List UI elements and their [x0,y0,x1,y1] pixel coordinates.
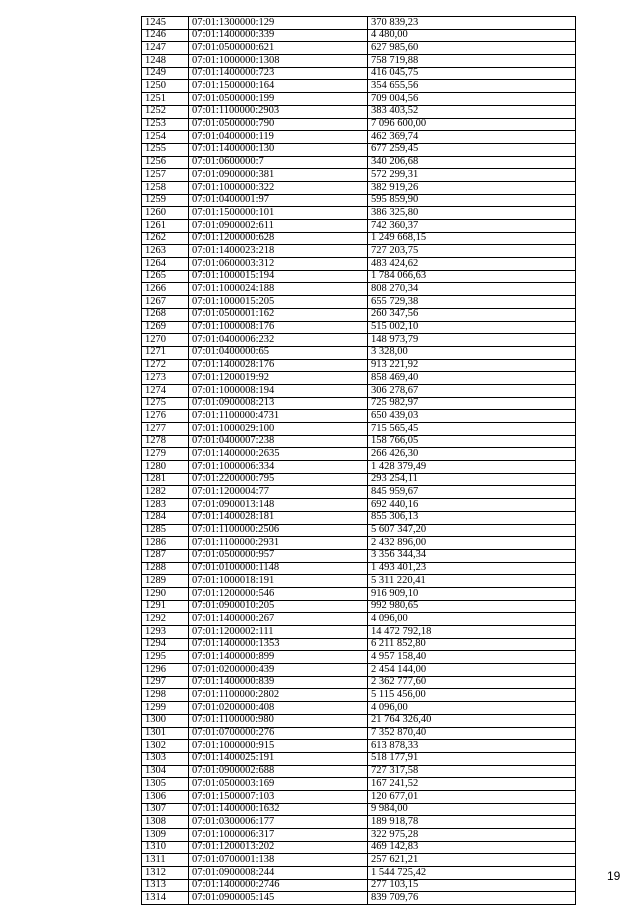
row-number-cell: 1252 [142,105,189,118]
cadastral-number-cell: 07:01:0500000:621 [189,42,368,55]
cadastral-value-cell: 120 677,01 [368,790,576,803]
cadastral-value-cell: 257 621,21 [368,854,576,867]
cadastral-value-cell: 6 211 852,80 [368,638,576,651]
table-row [142,676,576,689]
row-number-cell: 1262 [142,232,189,245]
row-number-cell: 1249 [142,67,189,80]
table-row [142,156,576,169]
row-number-cell: 1260 [142,207,189,220]
cadastral-number-cell: 07:01:0900008:213 [189,397,368,410]
table-row [142,816,576,829]
table-row [142,270,576,283]
table-row [142,207,576,220]
row-number-cell: 1281 [142,473,189,486]
cadastral-number-cell: 07:01:1000024:188 [189,283,368,296]
row-number-cell: 1259 [142,194,189,207]
table-row [142,397,576,410]
row-number-cell: 1296 [142,664,189,677]
cadastral-number-cell: 07:01:1000000:1308 [189,55,368,68]
row-number-cell: 1294 [142,638,189,651]
row-number-cell: 1301 [142,727,189,740]
cadastral-number-cell: 07:01:1400000:839 [189,676,368,689]
table-row [142,613,576,626]
cadastral-number-cell: 07:01:1400023:218 [189,245,368,258]
table-row [142,714,576,727]
row-number-cell: 1272 [142,359,189,372]
cadastral-number-cell: 07:01:1000000:322 [189,181,368,194]
cadastral-value-cell: 572 299,31 [368,169,576,182]
cadastral-number-cell: 07:01:1000008:194 [189,384,368,397]
cadastral-value-cell: 5 607 347,20 [368,524,576,537]
table-row [142,181,576,194]
row-number-cell: 1312 [142,867,189,880]
table-row [142,232,576,245]
table-row [142,80,576,93]
cadastral-value-cell: 725 982,97 [368,397,576,410]
cadastral-value-cell: 148 973,79 [368,334,576,347]
table-row [142,651,576,664]
row-number-cell: 1302 [142,740,189,753]
cadastral-value-cell: 469 142,83 [368,841,576,854]
table-row [142,587,576,600]
cadastral-number-cell: 07:01:1400028:181 [189,511,368,524]
cadastral-number-cell: 07:01:1100000:2506 [189,524,368,537]
table-row [142,410,576,423]
cadastral-value-cell: 14 472 792,18 [368,626,576,639]
row-number-cell: 1258 [142,181,189,194]
table-row [142,245,576,258]
cadastral-number-cell: 07:01:0700001:138 [189,854,368,867]
cadastral-number-cell: 07:01:0900008:244 [189,867,368,880]
table-row [142,346,576,359]
row-number-cell: 1277 [142,423,189,436]
row-number-cell: 1264 [142,258,189,271]
row-number-cell: 1265 [142,270,189,283]
cadastral-value-cell: 858 469,40 [368,372,576,385]
table-row [142,600,576,613]
table-body [142,17,576,905]
table-row [142,169,576,182]
cadastral-number-cell: 07:01:1400000:339 [189,29,368,42]
cadastral-number-cell: 07:01:1500007:103 [189,790,368,803]
row-number-cell: 1254 [142,131,189,144]
cadastral-number-cell: 07:01:0500000:957 [189,549,368,562]
cadastral-value-cell: 416 045,75 [368,67,576,80]
row-number-cell: 1257 [142,169,189,182]
table-row [142,549,576,562]
cadastral-value-cell: 9 984,00 [368,803,576,816]
cadastral-number-cell: 07:01:1400000:2635 [189,448,368,461]
row-number-cell: 1283 [142,499,189,512]
cadastral-number-cell: 07:01:1400000:723 [189,67,368,80]
cadastral-number-cell: 07:01:0900000:381 [189,169,368,182]
row-number-cell: 1271 [142,346,189,359]
row-number-cell: 1291 [142,600,189,613]
cadastral-number-cell: 07:01:1400028:176 [189,359,368,372]
cadastral-number-cell: 07:01:1200002:111 [189,626,368,639]
row-number-cell: 1290 [142,587,189,600]
table-row [142,740,576,753]
cadastral-value-cell: 1 544 725,42 [368,867,576,880]
cadastral-number-cell: 07:01:1200000:546 [189,587,368,600]
row-number-cell: 1266 [142,283,189,296]
cadastral-value-cell: 655 729,38 [368,296,576,309]
row-number-cell: 1313 [142,879,189,892]
cadastral-value-cell: 306 278,67 [368,384,576,397]
row-number-cell: 1307 [142,803,189,816]
row-number-cell: 1270 [142,334,189,347]
cadastral-number-cell: 07:01:0500000:199 [189,93,368,106]
cadastral-value-cell: 650 439,03 [368,410,576,423]
table-row [142,473,576,486]
cadastral-value-cell: 322 975,28 [368,829,576,842]
table-row [142,17,576,30]
cadastral-value-cell: 5 311 220,41 [368,575,576,588]
row-number-cell: 1245 [142,17,189,30]
cadastral-number-cell: 07:01:0400000:119 [189,131,368,144]
cadastral-value-cell: 595 859,90 [368,194,576,207]
cadastral-value-cell: 483 424,62 [368,258,576,271]
cadastral-number-cell: 07:01:1000015:205 [189,296,368,309]
cadastral-number-cell: 07:01:1500000:101 [189,207,368,220]
table-row [142,258,576,271]
row-number-cell: 1275 [142,397,189,410]
cadastral-value-cell: 1 493 401,23 [368,562,576,575]
cadastral-number-cell: 07:01:0900002:688 [189,765,368,778]
cadastral-value-cell: 382 919,26 [368,181,576,194]
table-row [142,296,576,309]
cadastral-number-cell: 07:01:1400000:899 [189,651,368,664]
row-number-cell: 1269 [142,321,189,334]
row-number-cell: 1276 [142,410,189,423]
table-row [142,841,576,854]
table-row [142,562,576,575]
cadastral-number-cell: 07:01:1000018:191 [189,575,368,588]
table-row [142,105,576,118]
cadastral-number-cell: 07:01:2200000:795 [189,473,368,486]
cadastral-number-cell: 07:01:0400006:232 [189,334,368,347]
table-row [142,727,576,740]
cadastral-number-cell: 07:01:1200019:92 [189,372,368,385]
table-row [142,131,576,144]
cadastral-value-cell: 845 959,67 [368,486,576,499]
row-number-cell: 1314 [142,892,189,905]
row-number-cell: 1298 [142,689,189,702]
row-number-cell: 1263 [142,245,189,258]
row-number-cell: 1274 [142,384,189,397]
row-number-cell: 1311 [142,854,189,867]
cadastral-value-cell: 742 360,37 [368,220,576,233]
table-row [142,67,576,80]
cadastral-number-cell: 07:01:0400007:238 [189,435,368,448]
cadastral-value-cell: 2 432 896,00 [368,537,576,550]
table-row [142,384,576,397]
table-row [142,879,576,892]
cadastral-number-cell: 07:01:1400000:267 [189,613,368,626]
table-row [142,702,576,715]
row-number-cell: 1255 [142,143,189,156]
row-number-cell: 1309 [142,829,189,842]
cadastral-value-cell: 5 115 456,00 [368,689,576,702]
table-row [142,854,576,867]
table-row [142,220,576,233]
table-row [142,537,576,550]
row-number-cell: 1300 [142,714,189,727]
table-row [142,499,576,512]
table-row [142,803,576,816]
table-row [142,308,576,321]
cadastral-number-cell: 07:01:1500000:164 [189,80,368,93]
row-number-cell: 1299 [142,702,189,715]
cadastral-value-cell: 855 306,13 [368,511,576,524]
cadastral-value-cell: 167 241,52 [368,778,576,791]
row-number-cell: 1310 [142,841,189,854]
cadastral-number-cell: 07:01:0600003:312 [189,258,368,271]
row-number-cell: 1246 [142,29,189,42]
cadastral-value-cell: 916 909,10 [368,587,576,600]
cadastral-number-cell: 07:01:0900002:611 [189,220,368,233]
row-number-cell: 1292 [142,613,189,626]
cadastral-value-cell: 758 719,88 [368,55,576,68]
cadastral-number-cell: 07:01:1000000:915 [189,740,368,753]
cadastral-value-cell: 1 784 066,63 [368,270,576,283]
cadastral-number-cell: 07:01:0200000:439 [189,664,368,677]
cadastral-number-cell: 07:01:1100000:4731 [189,410,368,423]
cadastral-number-cell: 07:01:1400025:191 [189,752,368,765]
table-row [142,283,576,296]
cadastral-value-cell: 3 328,00 [368,346,576,359]
row-number-cell: 1289 [142,575,189,588]
row-number-cell: 1288 [142,562,189,575]
cadastral-number-cell: 07:01:1200013:202 [189,841,368,854]
row-number-cell: 1280 [142,461,189,474]
table-row [142,575,576,588]
cadastral-value-cell: 158 766,05 [368,435,576,448]
table-row [142,461,576,474]
row-number-cell: 1304 [142,765,189,778]
cadastral-value-cell: 3 356 344,34 [368,549,576,562]
row-number-cell: 1305 [142,778,189,791]
row-number-cell: 1268 [142,308,189,321]
table-row [142,765,576,778]
cadastral-number-cell: 07:01:0600000:7 [189,156,368,169]
row-number-cell: 1279 [142,448,189,461]
cadastral-number-cell: 07:01:1000029:100 [189,423,368,436]
row-number-cell: 1278 [142,435,189,448]
table-row [142,892,576,905]
cadastral-value-cell: 4 480,00 [368,29,576,42]
cadastral-value-cell: 7 352 870,40 [368,727,576,740]
table-row [142,93,576,106]
cadastral-number-cell: 07:01:0300006:177 [189,816,368,829]
row-number-cell: 1251 [142,93,189,106]
cadastral-value-cell: 692 440,16 [368,499,576,512]
cadastral-value-cell: 518 177,91 [368,752,576,765]
cadastral-number-cell: 07:01:0500001:162 [189,308,368,321]
cadastral-number-cell: 07:01:1100000:2931 [189,537,368,550]
table-row [142,55,576,68]
cadastral-value-cell: 7 096 600,00 [368,118,576,131]
cadastral-number-cell: 07:01:0900010:205 [189,600,368,613]
cadastral-number-cell: 07:01:1100000:2903 [189,105,368,118]
table-row [142,42,576,55]
cadastral-value-cell: 4 957 158,40 [368,651,576,664]
cadastral-number-cell: 07:01:1400000:130 [189,143,368,156]
cadastral-value-cell: 4 096,00 [368,613,576,626]
cadastral-number-cell: 07:01:0700000:276 [189,727,368,740]
cadastral-value-cell: 370 839,23 [368,17,576,30]
table-row [142,448,576,461]
cadastral-number-cell: 07:01:1000006:334 [189,461,368,474]
row-number-cell: 1256 [142,156,189,169]
row-number-cell: 1248 [142,55,189,68]
row-number-cell: 1253 [142,118,189,131]
table-row [142,790,576,803]
table-row [142,423,576,436]
cadastral-number-cell: 07:01:1400000:2746 [189,879,368,892]
row-number-cell: 1273 [142,372,189,385]
cadastral-value-cell: 515 002,10 [368,321,576,334]
cadastral-value-cell: 727 203,75 [368,245,576,258]
cadastral-value-cell: 677 259,45 [368,143,576,156]
cadastral-value-cell: 340 206,68 [368,156,576,169]
cadastral-value-cell: 4 096,00 [368,702,576,715]
row-number-cell: 1286 [142,537,189,550]
cadastral-number-cell: 07:01:0500000:790 [189,118,368,131]
cadastral-number-cell: 07:01:0400000:65 [189,346,368,359]
cadastral-value-cell: 613 878,33 [368,740,576,753]
table-row [142,334,576,347]
cadastral-number-cell: 07:01:1000006:317 [189,829,368,842]
cadastral-number-cell: 07:01:1400000:1353 [189,638,368,651]
table-row [142,638,576,651]
cadastral-number-cell: 07:01:1400000:1632 [189,803,368,816]
cadastral-number-cell: 07:01:1100000:980 [189,714,368,727]
table-row [142,664,576,677]
cadastral-value-cell: 2 454 144,00 [368,664,576,677]
cadastral-value-cell: 266 426,30 [368,448,576,461]
table-row [142,867,576,880]
row-number-cell: 1250 [142,80,189,93]
table-row [142,511,576,524]
table-row [142,626,576,639]
table-row [142,435,576,448]
row-number-cell: 1287 [142,549,189,562]
cadastral-value-cell: 839 709,76 [368,892,576,905]
row-number-cell: 1284 [142,511,189,524]
row-number-cell: 1282 [142,486,189,499]
cadastral-value-cell: 727 317,58 [368,765,576,778]
cadastral-number-cell: 07:01:0100000:1148 [189,562,368,575]
cadastral-value-cell: 992 980,65 [368,600,576,613]
table-row [142,143,576,156]
cadastral-value-cell: 1 428 379,49 [368,461,576,474]
cadastral-value-cell: 354 655,56 [368,80,576,93]
row-number-cell: 1247 [142,42,189,55]
cadastral-value-cell: 1 249 668,15 [368,232,576,245]
page-number: 19 [607,869,621,883]
cadastral-value-cell: 260 347,56 [368,308,576,321]
row-number-cell: 1303 [142,752,189,765]
row-number-cell: 1267 [142,296,189,309]
cadastral-value-cell: 462 369,74 [368,131,576,144]
cadastral-number-cell: 07:01:1100000:2802 [189,689,368,702]
cadastral-number-cell: 07:01:0500003:169 [189,778,368,791]
cadastral-value-cell: 293 254,11 [368,473,576,486]
row-number-cell: 1293 [142,626,189,639]
cadastral-number-cell: 07:01:1000015:194 [189,270,368,283]
cadastral-value-cell: 715 565,45 [368,423,576,436]
cadastral-value-cell: 21 764 326,40 [368,714,576,727]
cadastral-value-cell: 189 918,78 [368,816,576,829]
row-number-cell: 1295 [142,651,189,664]
table-row [142,194,576,207]
cadastral-value-cell: 277 103,15 [368,879,576,892]
cadastral-number-cell: 07:01:0900005:145 [189,892,368,905]
table-row [142,321,576,334]
cadastral-number-cell: 07:01:0900013:148 [189,499,368,512]
table-row [142,689,576,702]
table-row [142,778,576,791]
table-row [142,829,576,842]
row-number-cell: 1306 [142,790,189,803]
cadastral-value-table [141,16,576,905]
row-number-cell: 1297 [142,676,189,689]
cadastral-value-cell: 913 221,92 [368,359,576,372]
table-row [142,359,576,372]
row-number-cell: 1261 [142,220,189,233]
cadastral-number-cell: 07:01:0400001:97 [189,194,368,207]
cadastral-value-cell: 2 362 777,60 [368,676,576,689]
cadastral-value-cell: 709 004,56 [368,93,576,106]
table-row [142,486,576,499]
table-row [142,118,576,131]
cadastral-number-cell: 07:01:1300000:129 [189,17,368,30]
cadastral-value-cell: 808 270,34 [368,283,576,296]
table-row [142,372,576,385]
table-row [142,524,576,537]
cadastral-value-cell: 386 325,80 [368,207,576,220]
table-row [142,29,576,42]
cadastral-value-cell: 383 403,52 [368,105,576,118]
cadastral-number-cell: 07:01:1200004:77 [189,486,368,499]
cadastral-number-cell: 07:01:1000008:176 [189,321,368,334]
row-number-cell: 1285 [142,524,189,537]
cadastral-number-cell: 07:01:0200000:408 [189,702,368,715]
cadastral-number-cell: 07:01:1200000:628 [189,232,368,245]
table-row [142,752,576,765]
row-number-cell: 1308 [142,816,189,829]
cadastral-value-cell: 627 985,60 [368,42,576,55]
